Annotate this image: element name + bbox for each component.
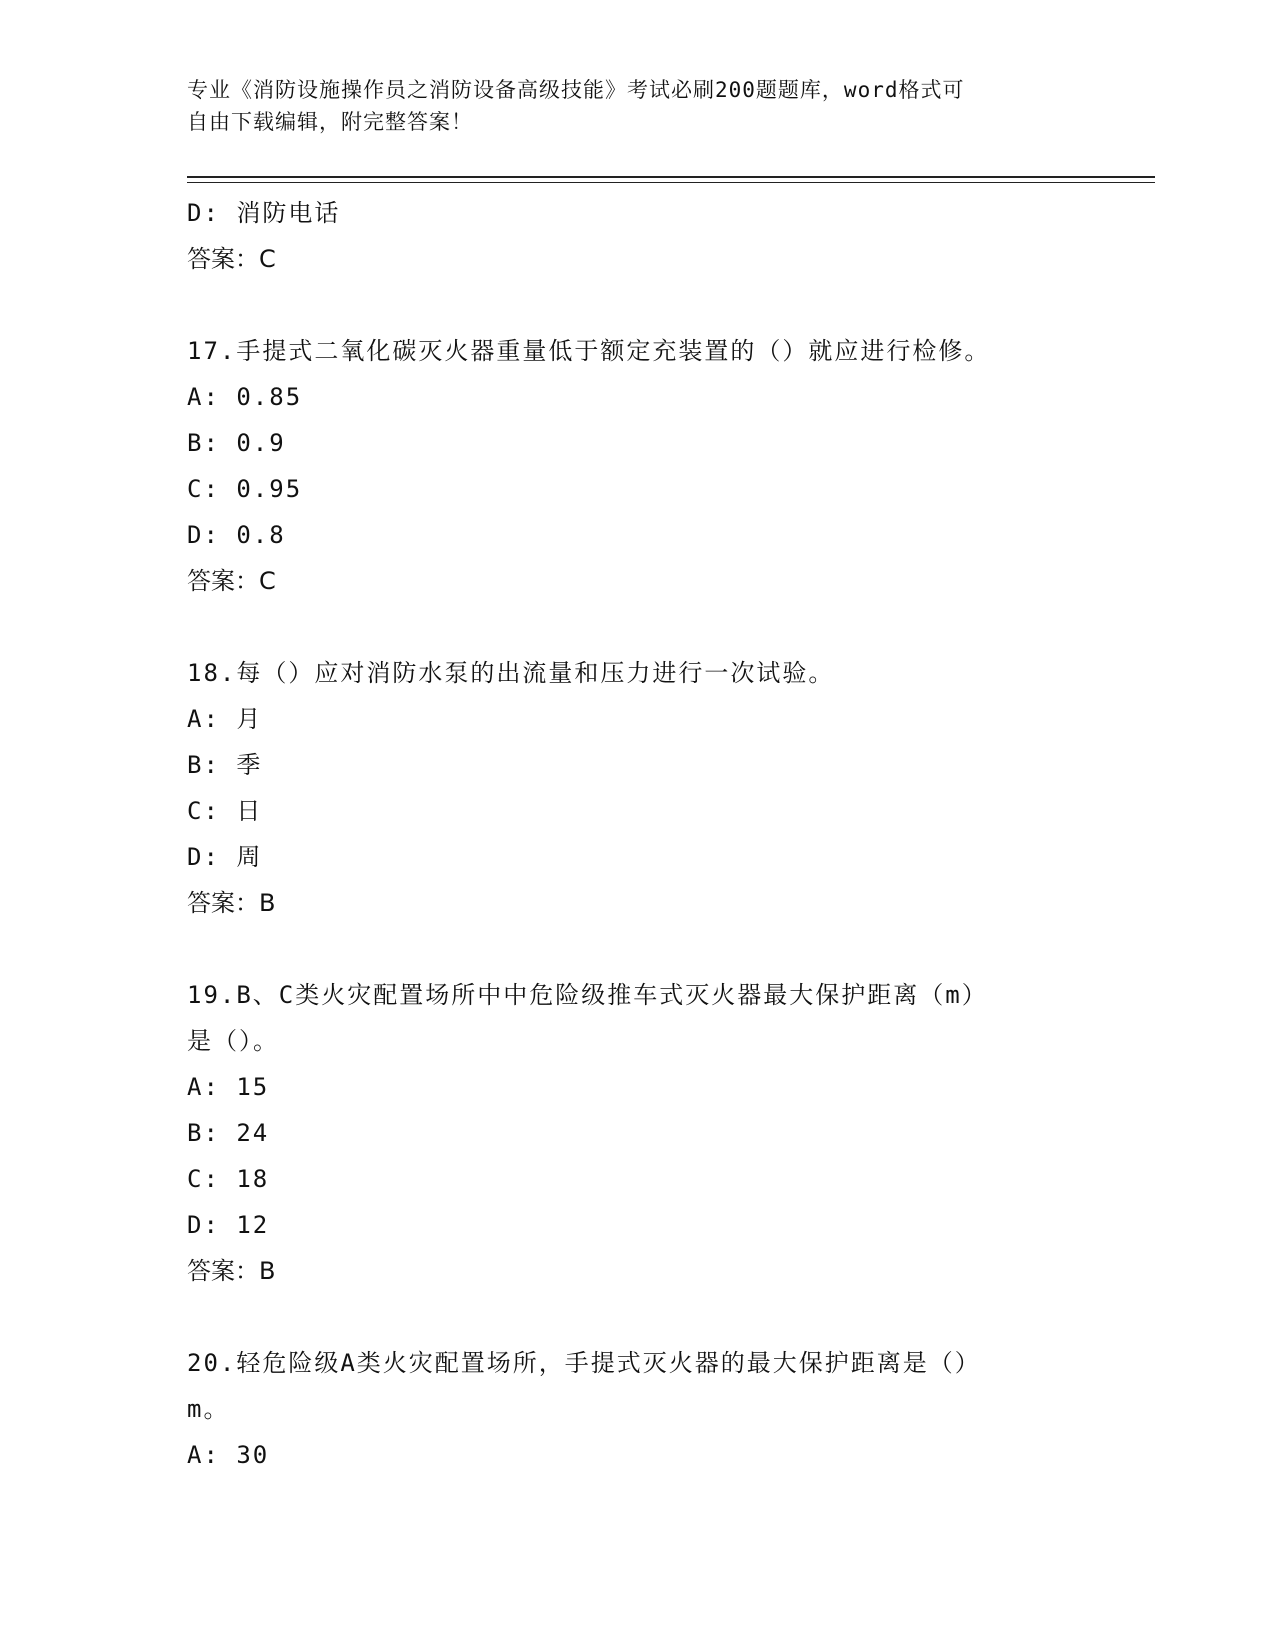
spacer xyxy=(187,604,1067,650)
question-text-line-1: 19.B、C类火灾配置场所中中危险级推车式灭火器最大保护距离（m） xyxy=(187,981,988,1009)
header-line-1: 专业《消防设施操作员之消防设备高级技能》考试必刷200题题库，word格式可 xyxy=(187,78,965,102)
spacer xyxy=(187,926,1067,972)
question-20 xyxy=(187,1340,1067,1478)
question-text-line-2: m。 xyxy=(187,1395,230,1423)
option-a: A: 15 xyxy=(187,1073,270,1101)
question-text-line-2: 是（）。 xyxy=(187,1027,279,1055)
option-d: D: 0.8 xyxy=(187,521,286,549)
question-18 xyxy=(187,650,1067,926)
option-b: B: 24 xyxy=(187,1119,270,1147)
question-text-line-1: 20.轻危险级A类火灾配置场所，手提式灭火器的最大保护距离是（） xyxy=(187,1349,981,1377)
question-text: 18.每（）应对消防水泵的出流量和压力进行一次试验。 xyxy=(187,659,835,687)
question-16-tail xyxy=(187,190,1067,282)
header-divider-thin xyxy=(187,182,1155,183)
option-a: A: 月 xyxy=(187,705,263,733)
option-d: D: 周 xyxy=(187,843,263,871)
answer-line: 答案：B xyxy=(187,889,276,917)
spacer xyxy=(187,1294,1067,1340)
option-b: B: 季 xyxy=(187,751,263,779)
option-c: C: 日 xyxy=(187,797,263,825)
question-text: 17.手提式二氧化碳灭火器重量低于额定充装置的（）就应进行检修。 xyxy=(187,337,991,365)
question-19 xyxy=(187,972,1067,1294)
option-a: A: 30 xyxy=(187,1441,270,1469)
option-d: D: 12 xyxy=(187,1211,270,1239)
page-header xyxy=(187,74,1067,138)
option-c: C: 18 xyxy=(187,1165,270,1193)
option-b: B: 0.9 xyxy=(187,429,286,457)
header-line-2: 自由下载编辑，附完整答案！ xyxy=(187,110,473,134)
option-d: D: 消防电话 xyxy=(187,199,341,227)
option-c: C: 0.95 xyxy=(187,475,303,503)
spacer xyxy=(187,282,1067,328)
answer-line: 答案：B xyxy=(187,1257,276,1285)
option-a: A: 0.85 xyxy=(187,383,303,411)
header-divider-thick xyxy=(187,176,1155,178)
answer-line: 答案：C xyxy=(187,567,276,595)
question-17 xyxy=(187,328,1067,604)
question-list xyxy=(187,190,1067,1478)
answer-line: 答案：C xyxy=(187,245,276,273)
